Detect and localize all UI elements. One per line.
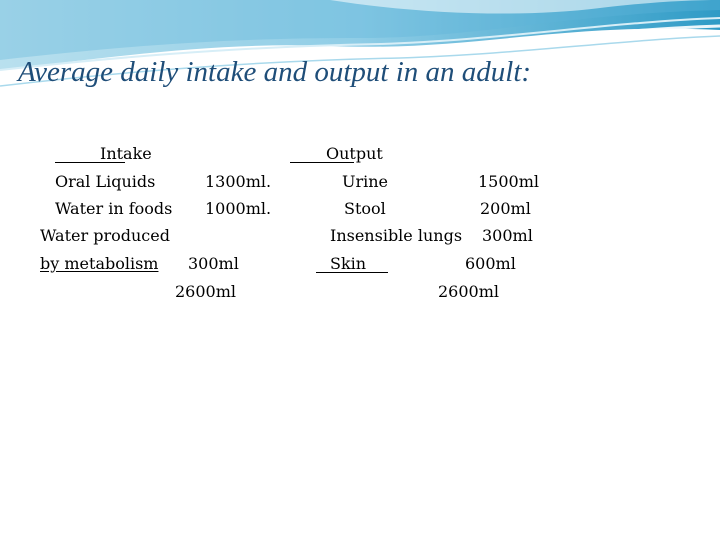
slide-title: Average daily intake and output in an adult:	[18, 56, 532, 88]
output-label-skin: Skin	[330, 254, 367, 273]
output-value-stool: 200ml	[480, 199, 531, 218]
output-label-stool: Stool	[344, 199, 386, 218]
intake-heading: Intake	[100, 144, 152, 163]
output-value-insensible-lungs: 300ml	[482, 226, 533, 245]
output-label-urine: Urine	[342, 172, 389, 191]
intake-value-by-metabolism: 300ml	[188, 254, 239, 273]
intake-label-water-produced: Water produced	[40, 226, 170, 245]
intake-label-by-metabolism: by metabolism	[40, 254, 159, 273]
intake-value-oral-liquids: 1300ml.	[205, 172, 272, 191]
output-label-insensible-lungs: Insensible lungs	[330, 226, 463, 245]
intake-value-water-in-foods: 1000ml.	[205, 199, 272, 218]
output-total: 2600ml	[438, 282, 500, 301]
output-heading: Output	[326, 144, 383, 163]
intake-label-oral-liquids: Oral Liquids	[55, 172, 156, 191]
intake-total: 2600ml	[175, 282, 237, 301]
intake-label-water-in-foods: Water in foods	[55, 199, 173, 218]
output-value-urine: 1500ml	[478, 172, 540, 191]
output-value-skin: 600ml	[465, 254, 516, 273]
